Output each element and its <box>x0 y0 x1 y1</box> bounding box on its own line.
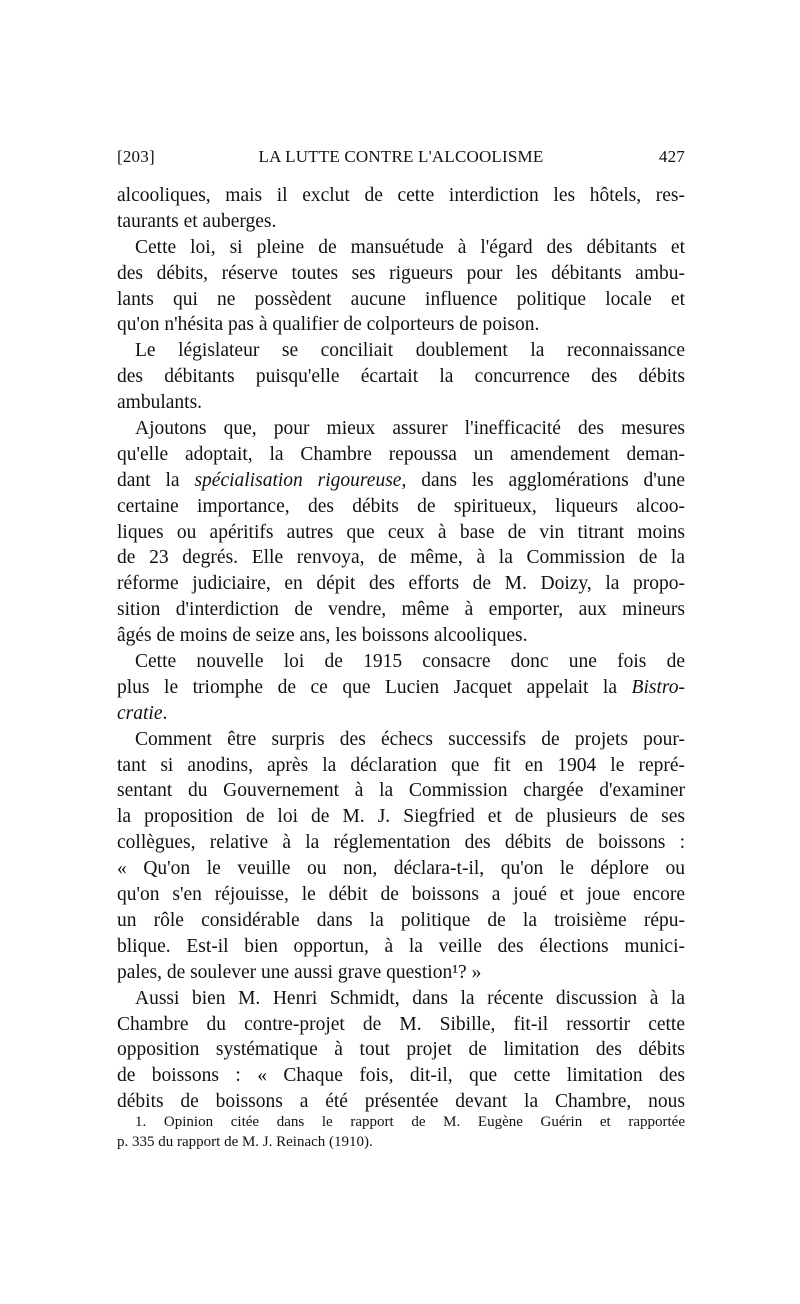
footnote <box>117 1112 685 1152</box>
text-line: Cette loi, si pleine de mansuétude à l'égard des débitants et <box>135 236 685 258</box>
text-line: qu'elle adoptait, la Chambre repoussa un amendement deman- <box>117 443 685 465</box>
text-line: sentant du Gouvernement à la Commission chargée d'examiner <box>117 780 685 802</box>
section-reference: [203] <box>117 147 155 166</box>
text-line: taurants et auberges. <box>117 210 277 232</box>
text-run: , dans les agglomérations d'une <box>401 469 685 491</box>
page-number: 427 <box>658 147 685 166</box>
italic-phrase: spécialisation rigoureuse <box>194 469 402 491</box>
text-line: lants qui ne possèdent aucune influence politique locale et <box>117 288 685 310</box>
text-line: de 23 degrés. Elle renvoya, de même, à la Commission de la <box>117 547 685 569</box>
text-line: sition d'interdiction de vendre, même à emporter, aux mineurs <box>117 599 685 621</box>
text-line: « Qu'on le veuille ou non, déclara-t-il, qu'on le déplore ou <box>117 858 685 880</box>
text-line: des débitants puisqu'elle écartait la concurrence des débits <box>117 366 685 388</box>
text-line: liques ou apéritifs autres que ceux à base de vin titrant moins <box>117 521 685 543</box>
text-line: la proposition de loi de M. J. Siegfried et de plusieurs de ses <box>117 806 685 828</box>
text-line: alcooliques, mais il exclut de cette interdiction les hôtels, res- <box>117 185 685 206</box>
text-line: qu'on s'en réjouisse, le débit de boissons a joué et joue encore <box>117 884 685 906</box>
italic-word: cratie <box>117 702 163 724</box>
text-line: des débits, réserve toutes ses rigueurs pour les débitants ambu- <box>117 262 685 284</box>
text-line: réforme judiciaire, en dépit des efforts de M. Doizy, la propo- <box>117 573 685 595</box>
text-line: Cette nouvelle loi de 1915 consacre donc une fois de <box>135 651 685 673</box>
running-header <box>117 147 685 173</box>
text-line: Comment être surpris des échecs successifs de projets pour- <box>135 728 685 750</box>
text-run: dant la <box>117 469 195 491</box>
text-line: de boissons : « Chaque fois, dit-il, que cette limitation des <box>117 1065 685 1087</box>
italic-word: Bistro- <box>631 676 685 698</box>
body-text <box>117 183 685 1115</box>
text-line: blique. Est-il bien opportun, à la veille des élections munici- <box>117 935 685 957</box>
text-line: tant si anodins, après la déclaration que fit en 1904 le repré- <box>117 754 685 776</box>
text-line: un rôle considérable dans la politique de la troisième répu- <box>117 909 685 931</box>
running-title: LA LUTTE CONTRE L'ALCOOLISME <box>258 147 544 166</box>
text-line <box>117 701 685 727</box>
text-line: qu'on n'hésita pas à qualifier de colporteurs de poison. <box>117 314 540 336</box>
text-line: Le législateur se conciliait doublement la reconnaissance <box>135 340 685 362</box>
footnote-line: 1. Opinion citée dans le rapport de M. Eugène Guérin et rapportée <box>135 1114 685 1130</box>
text-line: opposition systématique à tout projet de limitation des débits <box>117 1039 685 1061</box>
text-line: collègues, relative à la réglementation des débits de boissons : <box>117 832 685 854</box>
text-line <box>117 675 685 701</box>
text-line: âgés de moins de seize ans, les boissons alcooliques. <box>117 625 528 647</box>
text-run: . <box>162 702 168 724</box>
text-line: Ajoutons que, pour mieux assurer l'inefficacité des mesures <box>135 418 685 440</box>
footnote-line: p. 335 du rapport de M. J. Reinach (1910). <box>117 1134 373 1150</box>
text-line: pales, de soulever une aussi grave question¹? » <box>117 961 482 983</box>
text-line: Chambre du contre-projet de M. Sibille, fit-il ressortir cette <box>117 1013 685 1035</box>
text-line: ambulants. <box>117 392 203 414</box>
text-run: plus le triomphe de ce que Lucien Jacquet appelait la <box>117 676 632 698</box>
text-line: certaine importance, des débits de spiritueux, liqueurs alcoo- <box>117 495 685 517</box>
text-line <box>117 468 685 494</box>
text-line: débits de boissons a été présentée devant la Chambre, nous <box>117 1091 685 1113</box>
text-line: Aussi bien M. Henri Schmidt, dans la récente discussion à la <box>135 987 685 1009</box>
